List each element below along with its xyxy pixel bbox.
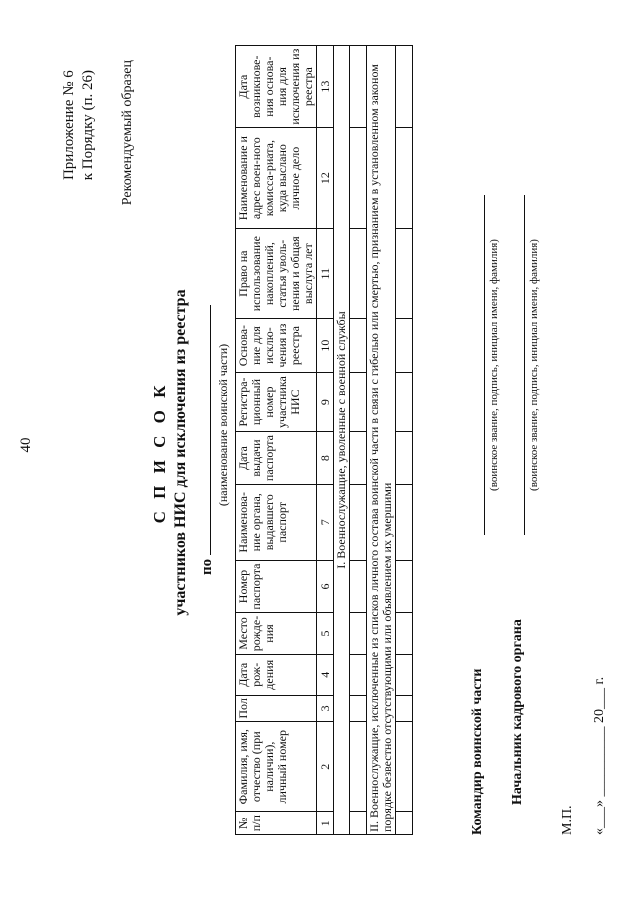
header-cell: Регистра-ционный номер участника НИС	[236, 372, 317, 432]
header-cell: Право на использование накоплений, статья уволь-нения и общая выслуга лет	[236, 228, 317, 318]
unit-name-line	[198, 275, 216, 575]
appendix-reference	[60, 70, 98, 180]
header-cell: Номер паспорта	[236, 560, 317, 612]
table-row	[396, 46, 413, 835]
column-number: 4	[317, 654, 334, 695]
section-2-heading: II. Военнослужащие, исключенные из списков личного состава воинской части в связи с гибелью или смертью, признанием в установленном законом порядке безвестно отсутствующими или объявлением их умершими	[367, 46, 396, 835]
table-header-row	[236, 46, 317, 835]
column-number: 1	[317, 812, 334, 835]
exclusion-table	[235, 45, 413, 835]
header-cell: Дата выдачи паспорта	[236, 432, 317, 484]
appendix-line-1: Приложение № 6	[61, 70, 77, 181]
appendix-line-2: к Порядку (п. 26)	[80, 70, 96, 181]
header-cell: Пол	[236, 695, 317, 721]
column-number: 6	[317, 560, 334, 612]
page-number: 40	[18, 437, 34, 453]
section-1-heading: I. Военнослужащие, уволенные с военной службы	[334, 46, 350, 835]
header-cell: Место рожде-ния	[236, 613, 317, 655]
section-2-row	[367, 46, 396, 835]
po-label: по	[199, 558, 215, 575]
column-number: 10	[317, 319, 334, 372]
document-subtitle: участников НИС для исключения из реестра	[172, 289, 189, 616]
column-number: 9	[317, 372, 334, 432]
sample-note: Рекомендуемый образец	[120, 60, 135, 206]
commander-signature-line	[484, 195, 485, 535]
column-number: 12	[317, 128, 334, 229]
stamp-place: М.П.	[560, 805, 575, 835]
unit-name-blank	[198, 305, 211, 555]
commander-caption: (воинское звание, подпись, инициал имени, фамилия)	[488, 239, 500, 491]
document-title: С П И С О К	[150, 381, 169, 524]
column-number: 5	[317, 613, 334, 655]
header-cell: Наименова-ние органа, выдавшего паспорт	[236, 484, 317, 560]
header-cell: Фамилия, имя, отчество (при наличии), личный номер	[236, 722, 317, 812]
header-cell: Дата возникнове-ния основа-ния для исключения из реестра	[236, 46, 317, 128]
column-number-row	[317, 46, 334, 835]
commander-label: Командир воинской части	[470, 668, 485, 835]
table-row	[350, 46, 367, 835]
header-cell: Дата рож-дения	[236, 654, 317, 695]
column-number: 7	[317, 484, 334, 560]
hr-head-label: Начальник кадрового органа	[510, 619, 525, 805]
header-cell: Наименование и адрес воен-ного комисса-риата, куда выслано личное дело	[236, 128, 317, 229]
hr-caption: (воинское звание, подпись, инициал имени, фамилия)	[528, 239, 540, 491]
section-1-row	[334, 46, 350, 835]
column-number: 8	[317, 432, 334, 484]
unit-caption: (наименование воинской части)	[216, 343, 230, 507]
header-cell: № п/п	[236, 812, 317, 835]
column-number: 2	[317, 722, 334, 812]
column-number: 11	[317, 228, 334, 318]
date-line: «___» __________ 20___ г.	[592, 676, 607, 835]
column-number: 3	[317, 695, 334, 721]
hr-signature-line	[524, 195, 525, 535]
column-number: 13	[317, 46, 334, 128]
header-cell: Основа-ние для исклю-чения из реестра	[236, 319, 317, 372]
